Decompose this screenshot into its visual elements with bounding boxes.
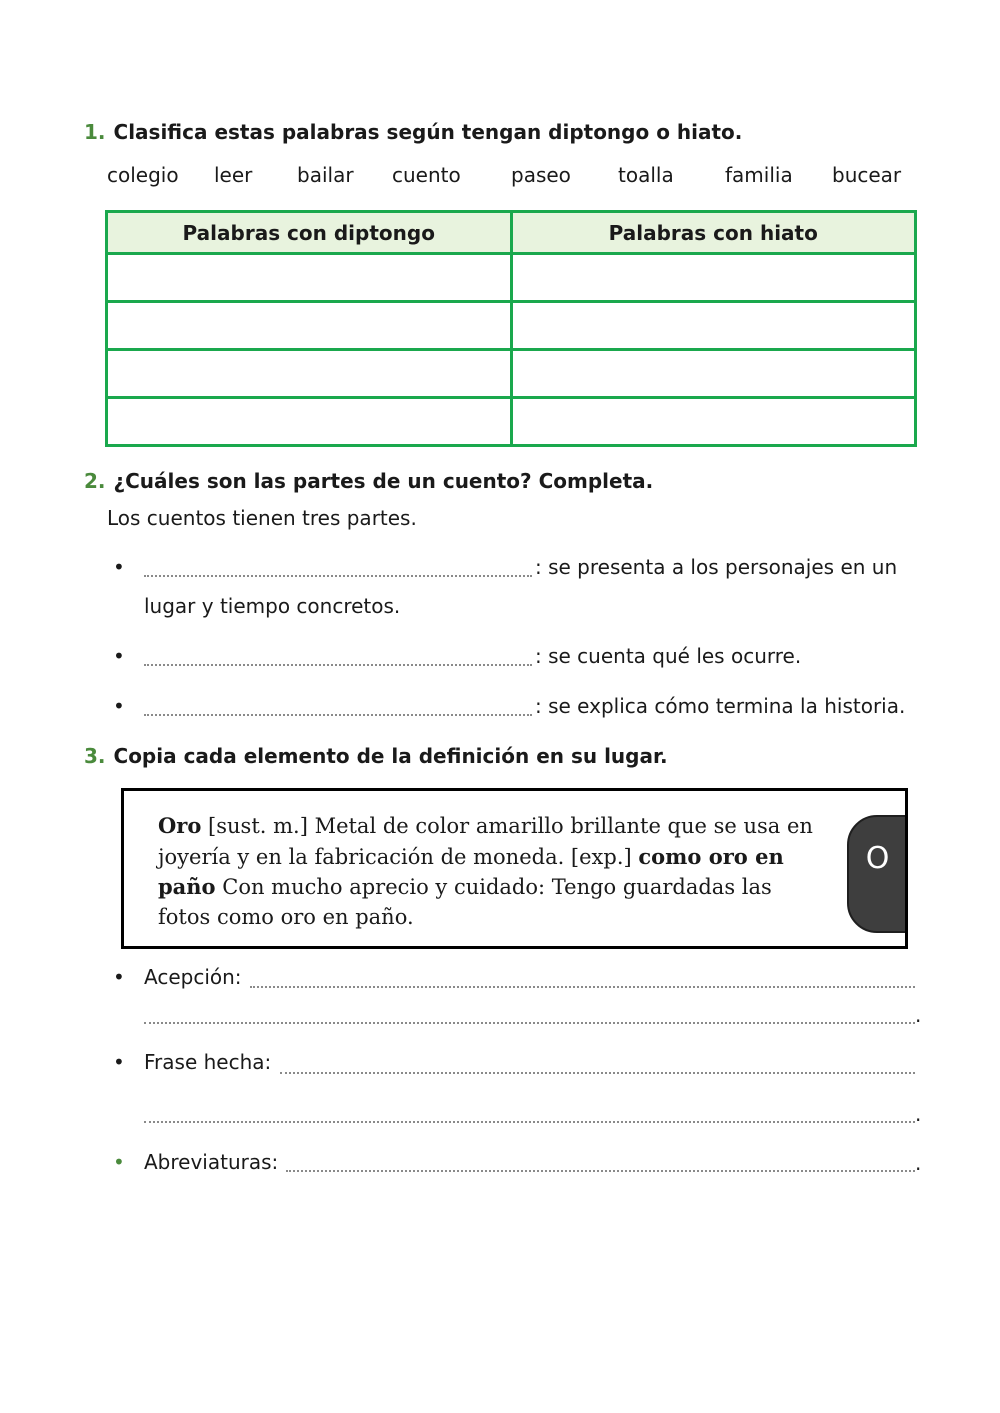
answer-cell[interactable] — [511, 254, 916, 302]
frase-hecha-line-1[interactable] — [280, 1072, 915, 1074]
acepcion-label: Acepción: — [144, 965, 242, 989]
table-row — [107, 398, 916, 446]
word: bucear — [832, 163, 902, 187]
dictionary-definition-box — [121, 788, 908, 949]
bullet-icon: • — [113, 694, 125, 718]
answer-cell[interactable] — [511, 350, 916, 398]
answer-cell[interactable] — [511, 302, 916, 350]
question-1-title — [84, 120, 742, 144]
word: colegio — [107, 163, 179, 187]
table-row — [107, 302, 916, 350]
question-text: ¿Cuáles son las partes de un cuento? Completa. — [113, 469, 654, 493]
answer-cell[interactable] — [511, 398, 916, 446]
headword: Oro — [158, 813, 202, 838]
acepcion-line-1[interactable] — [250, 986, 915, 988]
question-number: 3. — [84, 744, 106, 768]
answer-cell[interactable] — [107, 302, 512, 350]
question-number: 1. — [84, 120, 106, 144]
frase-hecha-label: Frase hecha: — [144, 1050, 272, 1074]
bullet-icon: • — [113, 1150, 125, 1174]
line-end-period: . — [915, 1151, 922, 1175]
definition-text — [158, 811, 818, 932]
question-text: Copia cada elemento de la definición en su lugar. — [113, 744, 668, 768]
word: cuento — [392, 163, 461, 187]
acepcion-line-2[interactable] — [144, 1022, 915, 1024]
dictionary-letter-tab: O — [847, 815, 908, 933]
answer-cell[interactable] — [107, 254, 512, 302]
word: paseo — [511, 163, 571, 187]
bullet-icon: • — [113, 555, 125, 579]
bullet-icon: • — [113, 965, 125, 989]
answer-cell[interactable] — [107, 350, 512, 398]
abreviaturas-line[interactable] — [286, 1170, 915, 1172]
question-number: 2. — [84, 469, 106, 493]
part-3-description: : se explica cómo termina la historia. — [535, 694, 906, 718]
abreviaturas-label: Abreviaturas: — [144, 1150, 279, 1174]
line-end-period: . — [915, 1102, 922, 1126]
column-header-hiato: Palabras con hiato — [511, 212, 916, 254]
word: bailar — [297, 163, 354, 187]
answer-cell[interactable] — [107, 398, 512, 446]
definition-part-1: [sust. m.] Metal de color amarillo brillante que se usa en joyería y en la fabricación de moneda. [exp.] — [158, 814, 813, 869]
part-2-description: : se cuenta qué les ocurre. — [535, 644, 802, 668]
part-1-description: : se presenta a los personajes en un — [535, 555, 898, 579]
question-2-title — [84, 469, 653, 493]
question-text: Clasifica estas palabras según tengan diptongo o hiato. — [113, 120, 743, 144]
frase-hecha-line-2[interactable] — [144, 1121, 915, 1123]
word: toalla — [618, 163, 674, 187]
table-row — [107, 254, 916, 302]
column-header-diptongo: Palabras con diptongo — [107, 212, 512, 254]
idiom-expression: como oro en paño — [158, 843, 784, 899]
blank-line-part-3[interactable] — [144, 714, 532, 716]
story-parts-intro: Los cuentos tienen tres partes. — [107, 506, 417, 530]
bullet-icon: • — [113, 644, 125, 668]
part-1-description-cont: lugar y tiempo concretos. — [144, 594, 401, 618]
word: familia — [725, 163, 793, 187]
bullet-icon: • — [113, 1050, 125, 1074]
classification-table — [105, 210, 917, 447]
table-row — [107, 350, 916, 398]
definition-part-2: Con mucho aprecio y cuidado: Tengo guardadas las fotos como oro en paño. — [158, 875, 772, 929]
line-end-period: . — [915, 1003, 922, 1027]
blank-line-part-2[interactable] — [144, 664, 532, 666]
blank-line-part-1[interactable] — [144, 575, 532, 577]
question-3-title — [84, 744, 668, 768]
word: leer — [214, 163, 253, 187]
